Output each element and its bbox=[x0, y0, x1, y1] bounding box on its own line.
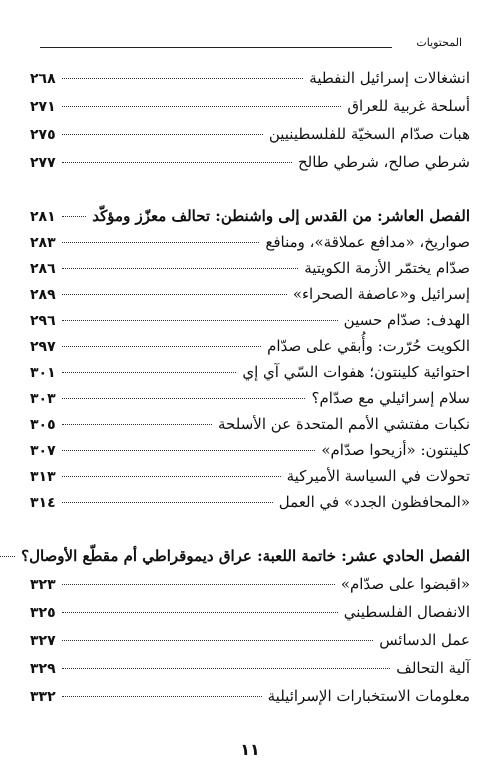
toc-chapter-page: ٢٨١ bbox=[30, 209, 56, 225]
dot-leader bbox=[62, 268, 299, 269]
toc-entry-page: ٣٠٧ bbox=[30, 443, 56, 459]
toc-entry-title: عمل الدسائس bbox=[379, 631, 470, 649]
dot-leader bbox=[62, 162, 292, 163]
dot-leader bbox=[62, 78, 304, 79]
toc-entry-page: ٢٨٩ bbox=[30, 287, 56, 303]
toc-chapter-title: الفصل الحادي عشر: خاتمة اللعبة: عراق ديموقراطي أم مقطّع الأوصال؟ bbox=[21, 547, 470, 565]
dot-leader bbox=[0, 556, 15, 557]
toc-entry[interactable] bbox=[30, 256, 470, 280]
toc-entry[interactable] bbox=[30, 572, 470, 596]
toc-chapter[interactable] bbox=[30, 204, 470, 228]
toc-entry-page: ٣١٤ bbox=[30, 495, 56, 511]
toc-entry[interactable] bbox=[30, 386, 470, 410]
toc-entry-page: ٣٢٥ bbox=[30, 605, 56, 621]
toc-entry-title: أسلحة غربية للعراق bbox=[347, 97, 470, 115]
toc-entry-title: آلية التحالف bbox=[396, 659, 470, 677]
toc-entry[interactable] bbox=[30, 94, 470, 118]
toc-entry[interactable] bbox=[30, 600, 470, 624]
toc-entry-title: شرطي صالح، شرطي طالح bbox=[297, 153, 470, 171]
dot-leader bbox=[62, 320, 338, 321]
toc-entry-title: إسرائيل و«عاصفة الصحراء» bbox=[292, 285, 470, 303]
toc-entry-page: ٢٦٨ bbox=[30, 71, 56, 87]
toc-entry[interactable] bbox=[30, 122, 470, 146]
toc-chapter[interactable] bbox=[21, 544, 470, 568]
toc-entry-page: ٣٢٧ bbox=[30, 633, 56, 649]
toc-entry-page: ٣٢٣ bbox=[30, 577, 56, 593]
toc-entry-title: سلام إسرائيلي مع صدّام؟ bbox=[311, 389, 470, 407]
dot-leader bbox=[62, 294, 287, 295]
toc-entry-page: ٣٠١ bbox=[30, 365, 56, 381]
dot-leader bbox=[62, 502, 273, 503]
dot-leader bbox=[62, 106, 342, 107]
toc-entry-page: ٣٠٥ bbox=[30, 417, 56, 433]
dot-leader bbox=[62, 696, 262, 697]
dot-leader bbox=[62, 398, 306, 399]
toc-entry-title: الهدف: صدّام حسين bbox=[343, 311, 470, 329]
toc-entry-page: ٢٩٧ bbox=[30, 339, 56, 355]
toc-entry[interactable] bbox=[30, 308, 470, 332]
dot-leader bbox=[62, 216, 87, 217]
toc-entry-title: صواريخ، «مدافع عملاقة»، ومنافع bbox=[265, 233, 470, 251]
dot-leader bbox=[62, 476, 281, 477]
dot-leader bbox=[62, 424, 212, 425]
toc-entry-page: ٢٩٦ bbox=[30, 313, 56, 329]
dot-leader bbox=[62, 640, 374, 641]
toc-entry[interactable] bbox=[30, 334, 470, 358]
toc-entry-title: «المحافظون الجدد» في العمل bbox=[278, 493, 470, 511]
toc-entry[interactable] bbox=[30, 150, 470, 174]
dot-leader bbox=[62, 134, 263, 135]
toc-entry-page: ٣٢٩ bbox=[30, 661, 56, 677]
dot-leader bbox=[62, 668, 391, 669]
dot-leader bbox=[62, 346, 261, 347]
dot-leader bbox=[62, 612, 338, 613]
page-number: ١١ bbox=[240, 740, 260, 759]
toc-entry[interactable] bbox=[30, 66, 470, 90]
toc-entry[interactable] bbox=[30, 438, 470, 462]
toc-entry[interactable] bbox=[30, 684, 470, 708]
toc-chapter-title: الفصل العاشر: من القدس إلى واشنطن: تحالف معزّز ومؤكّد bbox=[92, 207, 470, 225]
dot-leader bbox=[62, 584, 335, 585]
toc-entry-title: تحولات في السياسة الأميركية bbox=[286, 467, 470, 485]
toc-entry-page: ٣١٣ bbox=[30, 469, 56, 485]
toc-entry-title: الكويت حُرّرت: وأُبقي على صدّام bbox=[267, 337, 470, 355]
toc-entry-page: ٣٠٣ bbox=[30, 391, 56, 407]
toc-entry[interactable] bbox=[30, 464, 470, 488]
toc-entry-title: نكبات مفتشي الأمم المتحدة عن الأسلحة bbox=[218, 415, 470, 433]
toc-entry-page: ٢٧١ bbox=[30, 99, 56, 115]
toc-entry-title: انشغالات إسرائيل النفطية bbox=[309, 69, 470, 87]
toc-entry[interactable] bbox=[30, 656, 470, 680]
toc-entry-title: الانفصال الفلسطيني bbox=[343, 603, 470, 621]
toc-entry[interactable] bbox=[30, 230, 470, 254]
toc-entry[interactable] bbox=[30, 628, 470, 652]
dot-leader bbox=[62, 242, 260, 243]
toc-entry-title: صدّام يختمّر الأزمة الكويتية bbox=[304, 259, 470, 277]
toc-entry-page: ٣٣٢ bbox=[30, 689, 56, 705]
toc-entry[interactable] bbox=[30, 282, 470, 306]
running-header: المحتويات bbox=[416, 36, 462, 49]
toc-entry-page: ٢٧٧ bbox=[30, 155, 56, 171]
toc-entry[interactable] bbox=[30, 360, 470, 384]
toc-entry-title: «اقبضوا على صدّام» bbox=[340, 575, 470, 593]
toc-entry[interactable] bbox=[30, 490, 470, 514]
toc-entry[interactable] bbox=[30, 412, 470, 436]
toc-entry-page: ٢٨٦ bbox=[30, 261, 56, 277]
dot-leader bbox=[62, 372, 237, 373]
header-rule bbox=[40, 47, 392, 48]
dot-leader bbox=[62, 450, 316, 451]
toc-entry-page: ٢٨٣ bbox=[30, 235, 56, 251]
toc-entry-title: معلومات الاستخبارات الإسرائيلية bbox=[267, 687, 470, 705]
toc-entry-title: احتوائية كلينتون؛ هفوات السّي آي إي bbox=[242, 363, 470, 381]
toc-entry-title: هبات صدّام السخيّة للفلسطينيين bbox=[268, 125, 470, 143]
toc-entry-title: كلينتون: «أزيحوا صدّام» bbox=[321, 441, 470, 459]
toc-entry-page: ٢٧٥ bbox=[30, 127, 56, 143]
